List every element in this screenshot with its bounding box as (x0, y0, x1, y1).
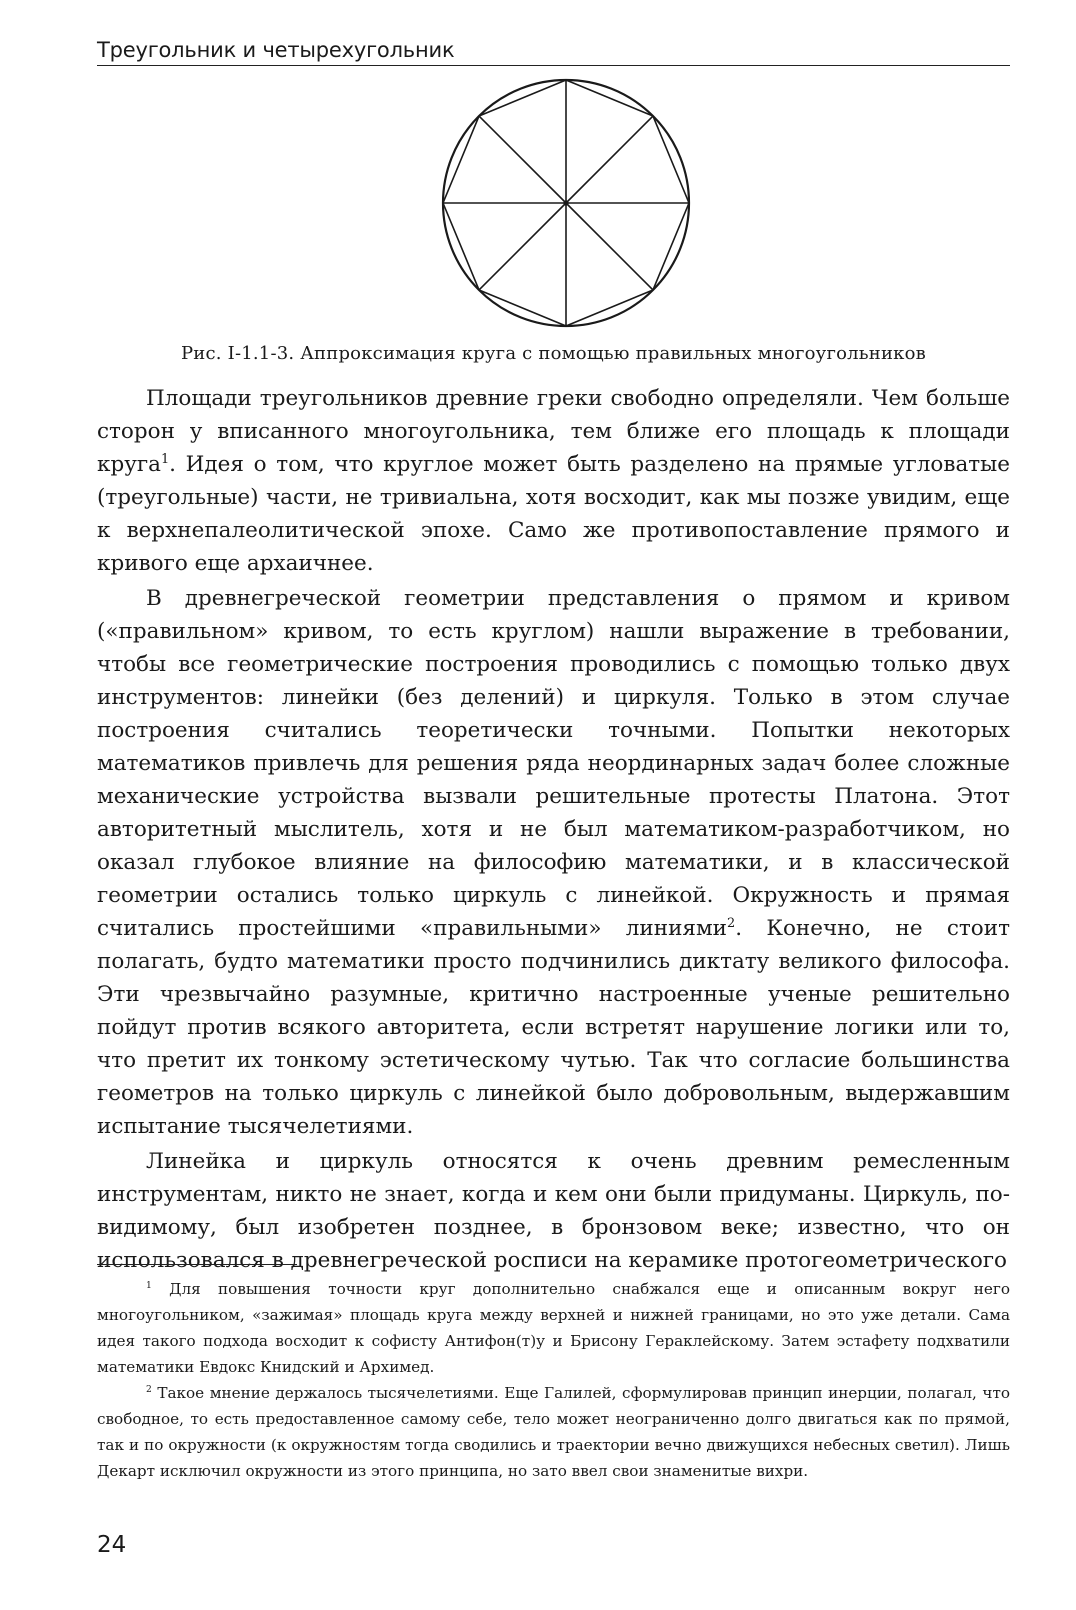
page-number: 24 (97, 1532, 127, 1558)
main-text (97, 382, 1010, 1279)
radius-line (479, 116, 566, 203)
running-head: Треугольник и четырехугольник (97, 38, 1010, 66)
polygon-side (479, 80, 566, 116)
paragraph: В древнегреческой геометрии представления о прямом и кривом («правильном» кривом, то есть круглом) нашли выражение в требовании, чтобы все геометрические построения проводились с помощью только двух инструментов: линейки (без делений) и циркуля. Только в этом случае построения считались теоретически точными. Попытки некоторых математиков привлечь для решения ряда неординарных задач более сложные механические устройства вызвали решительные протесты Платона. Этот авторитетный мыслитель, хотя и не был математиком-разработчиком, но оказал глубокое влияние на философию математики, и в классической геометрии остались только циркуль с линейкой. Окружность и прямая считались простейшими «правильными» линиями$^2$. Конечно, не стоит полагать, будто математики просто подчинились диктату великого философа. Эти чрезвычайно разумные, критично настроенные ученые решительно пойдут против всякого авторитета, если встретят нарушение логики или то, что претит их тонкому эстетическому чутью. Так что согласие большинства геометров на только циркуль с линейкой было добровольным, выдержавшим испытание тысячелетиями. (97, 586, 1010, 1139)
radius-line (566, 116, 653, 203)
footnote-ref: 1 (160, 451, 170, 467)
radius-line (479, 203, 566, 290)
polygon-side (653, 116, 689, 203)
polygon-side (479, 290, 566, 326)
footnote-separator (97, 1264, 297, 1265)
footnote-number: 2 (146, 1384, 152, 1395)
polygon-side (653, 203, 689, 290)
polygon-side (443, 203, 479, 290)
circle-polygon-figure (431, 68, 701, 338)
footnote-number: 1 (146, 1280, 152, 1291)
polygon-side (443, 116, 479, 203)
radius-line (566, 203, 653, 290)
figure-caption: Рис. I-1.1-3. Аппроксимация круга с помощью правильных многоугольников (181, 343, 926, 364)
center-point (563, 200, 568, 205)
footnote-ref: 2 (727, 915, 736, 931)
footnotes (97, 1276, 1010, 1484)
polygon-side (566, 80, 653, 116)
footnote: $^2$ Такое мнение держалось тысячелетиями. Еще Галилей, сформулировав принцип инерции, полагал, что свободное, то есть предоставленное самому себе, тело может неограниченно долго двигаться как по прямой, так и по окружности (к окружностям тогда сводились и траектории вечно движущихся небесных светил). Лишь Декарт исключил окружности из этого принципа, но зато ввел свои знаменитые вихри. (97, 1384, 1011, 1480)
circle-octagon-diagram (431, 68, 701, 338)
paragraph: Линейка и циркуль относятся к очень древним ремесленным инструментам, никто не знает, когда и кем они были придуманы. Циркуль, по-видимому, был изобретен позднее, в бронзовом веке; известно, что он использовался в древнегреческой росписи на керамике протогеометрического (97, 1149, 1010, 1273)
paragraph: Площади треугольников древние греки свободно определяли. Чем больше сторон у вписанного многоугольника, тем ближе его площадь к площади круга$^1$. Идея о том, что круглое может быть разделено на прямые угловатые (треугольные) части, не тривиальна, хотя восходит, как мы позже увидим, еще к верхнепалеолитической эпохе. Само же противопоставление прямого и кривого еще архаичнее. (97, 386, 1010, 576)
footnote: $^1$ Для повышения точности круг дополнительно снабжался еще и описанным вокруг него многоугольником, «зажимая» площадь круга между верхней и нижней границами, но это уже детали. Сама идея такого подхода восходит к софисту Антифон(т)у и Брисону Гераклейскому. Затем эстафету подхватили математики Евдокс Книдский и Архимед. (97, 1280, 1011, 1376)
polygon-side (566, 290, 653, 326)
